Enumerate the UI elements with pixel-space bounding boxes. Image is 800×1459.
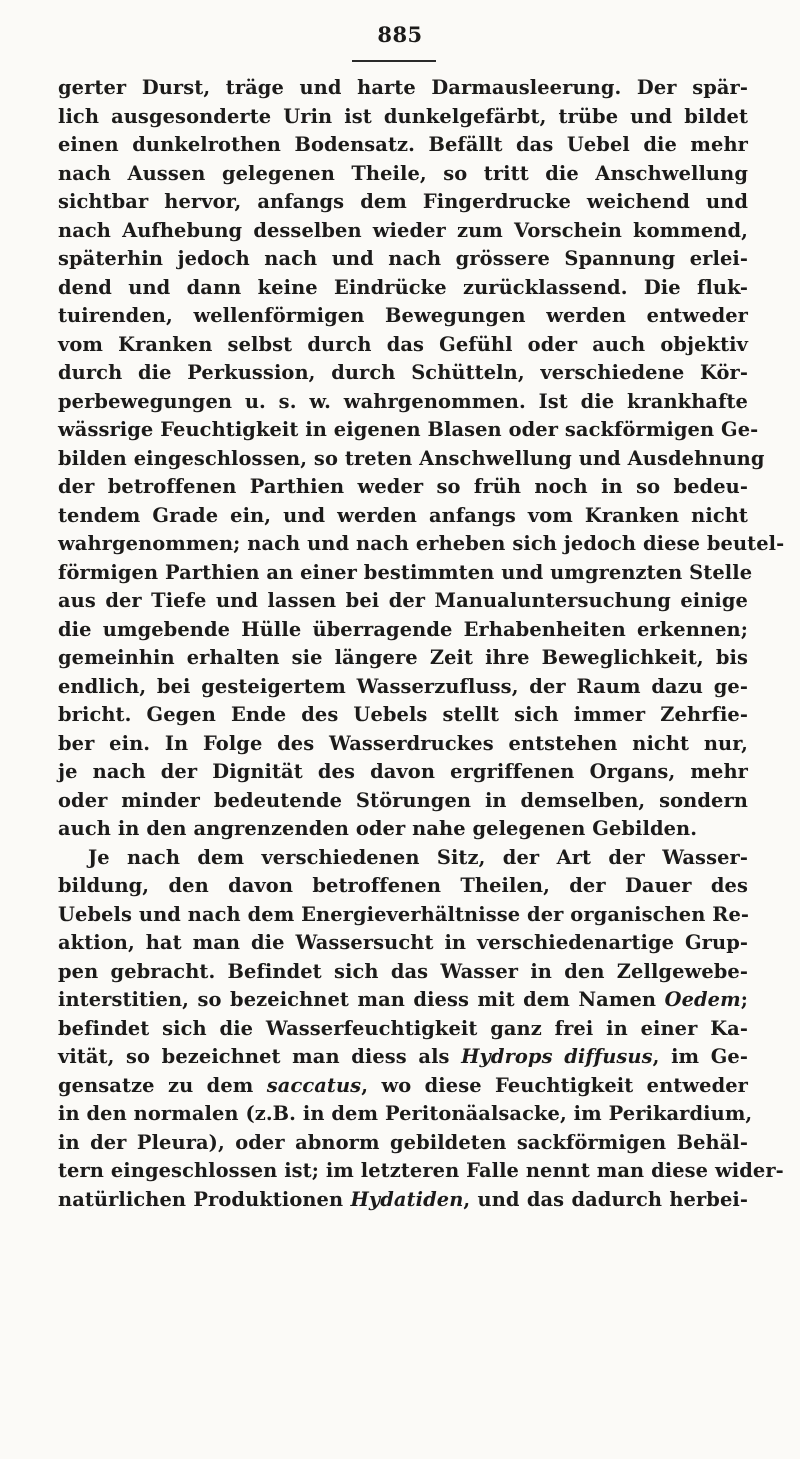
line-text: tendem Grade ein, und werden anfangs vom Kranken nicht	[58, 503, 748, 527]
line-text: förmigen Parthien an einer bestimmten und umgrenzten Stelle	[58, 560, 753, 584]
line-text: wahrgenommen; nach und nach erheben sich jedoch diese beutel-	[58, 532, 785, 555]
text-line	[58, 388, 748, 417]
line-text: ;	[740, 988, 748, 1011]
text-line	[58, 188, 748, 217]
page-number: 885	[377, 22, 423, 47]
line-text: sichtbar hervor, anfangs dem Fingerdrucke weichend und	[58, 190, 748, 213]
line-text: Uebels und nach dem Energieverhältnisse der organischen Re-	[58, 902, 750, 926]
line-text: vität, so bezeichnet man diess als	[58, 1045, 462, 1068]
text-line	[58, 1043, 748, 1072]
line-text: , und das dadurch herbei-	[463, 1187, 748, 1211]
line-text: endlich, bei gesteigertem Wasserzufluss, der Raum dazu ge-	[58, 674, 748, 698]
text-line	[58, 331, 748, 360]
text-line	[58, 1072, 748, 1101]
line-text: tern eingeschlossen ist; im letzteren Falle nennt man diese wider-	[58, 1159, 784, 1182]
line-text: perbewegungen u. s. w. wahrgenommen. Ist die krankhafte	[58, 389, 748, 413]
line-text: oder minder bedeutende Störungen in demselben, sondern	[58, 788, 748, 812]
body-text	[58, 74, 785, 1214]
line-text: tuirenden, wellenförmigen Bewegungen werden entweder	[58, 304, 748, 327]
latin-term: saccatus	[266, 1073, 362, 1097]
text-line	[58, 787, 748, 816]
text-line	[58, 1186, 748, 1215]
text-line	[58, 559, 753, 588]
text-line	[58, 901, 748, 930]
latin-term: Hydatiden	[350, 1187, 464, 1211]
line-text: in den normalen (z.B. in dem Peritonäalsacke, im Perikardium,	[58, 1102, 753, 1125]
line-text: interstitien, so bezeichnet man diess mit dem Namen	[58, 988, 665, 1011]
line-text: pen gebracht. Befindet sich das Wasser in den Zellgewebe-	[58, 959, 748, 983]
line-text: auch in den angrenzenden oder nahe gelegenen Gebilden.	[58, 817, 698, 840]
text-line	[58, 986, 748, 1015]
line-text: gemeinhin erhalten sie längere Zeit ihre Beweglichkeit, bis	[58, 646, 748, 669]
text-line	[58, 245, 748, 274]
line-text: bilden eingeschlossen, so treten Anschwellung und Ausdehnung	[58, 446, 765, 470]
text-line	[58, 1129, 748, 1158]
text-line	[58, 302, 748, 331]
line-text: gerter Durst, träge und harte Darmausleerung. Der spär-	[58, 76, 748, 99]
text-line	[58, 502, 748, 531]
text-line	[58, 530, 785, 559]
text-line	[58, 416, 759, 445]
text-line	[58, 844, 748, 873]
text-line	[58, 131, 748, 160]
line-text: späterhin jedoch nach und nach grössere Spannung erlei-	[58, 247, 748, 270]
line-text: nach Aufhebung desselben wieder zum Vorschein kommend,	[58, 218, 748, 242]
header-rule	[352, 60, 436, 62]
latin-term: Hydrops diffusus	[461, 1045, 653, 1068]
line-text: vom Kranken selbst durch das Gefühl oder auch objektiv	[58, 332, 748, 356]
line-text: , wo diese Feuchtigkeit entweder	[361, 1073, 748, 1097]
line-text: wässrige Feuchtigkeit in eigenen Blasen oder sackförmigen Ge-	[58, 418, 759, 441]
text-line	[58, 958, 748, 987]
text-line	[58, 701, 748, 730]
text-line	[58, 730, 748, 759]
line-text: durch die Perkussion, durch Schütteln, verschiedene Kör-	[58, 361, 748, 384]
text-line	[58, 1015, 748, 1044]
text-line	[58, 644, 748, 673]
text-line	[58, 274, 748, 303]
line-text: dend und dann keine Eindrücke zurücklassend. Die fluk-	[58, 275, 748, 299]
line-text: lich ausgesonderte Urin ist dunkelgefärbt, trübe und bildet	[58, 104, 748, 128]
line-text: der betroffenen Parthien weder so früh noch in so bedeu-	[58, 475, 748, 498]
text-line	[58, 473, 748, 502]
text-line	[58, 445, 765, 474]
latin-term: Oedem	[664, 988, 741, 1011]
line-text: bildung, den davon betroffenen Theilen, der Dauer des	[58, 874, 748, 897]
text-line	[58, 160, 748, 189]
text-line	[58, 103, 748, 132]
line-text: nach Aussen gelegenen Theile, so tritt die Anschwellung	[58, 161, 748, 185]
line-text: einen dunkelrothen Bodensatz. Befällt das Uebel die mehr	[58, 133, 748, 156]
line-text: aus der Tiefe und lassen bei der Manualuntersuchung einige	[58, 589, 748, 612]
line-text: die umgebende Hülle überragende Erhabenheiten erkennen;	[58, 617, 748, 641]
text-line	[58, 217, 748, 246]
line-text: je nach der Dignität des davon ergriffenen Organs, mehr	[58, 760, 748, 783]
text-line	[58, 359, 748, 388]
text-line	[58, 1157, 784, 1186]
text-line	[58, 758, 748, 787]
text-line	[58, 872, 748, 901]
line-text: gensatze zu dem	[58, 1073, 267, 1097]
text-line	[58, 815, 748, 844]
text-line	[58, 673, 748, 702]
line-text: Je nach dem verschiedenen Sitz, der Art der Wasser-	[88, 845, 748, 869]
text-line	[58, 587, 748, 616]
text-line	[58, 1100, 753, 1129]
text-line	[58, 74, 748, 103]
text-line	[58, 929, 748, 958]
text-line	[58, 616, 748, 645]
line-text: natürlichen Produktionen	[58, 1187, 351, 1211]
line-text: , im Ge-	[652, 1045, 748, 1068]
line-text: aktion, hat man die Wassersucht in verschiedenartige Grup-	[58, 931, 748, 954]
line-text: befindet sich die Wasserfeuchtigkeit ganz frei in einer Ka-	[58, 1016, 748, 1040]
line-text: in der Pleura), oder abnorm gebildeten sackförmigen Behäl-	[58, 1130, 748, 1154]
line-text: bricht. Gegen Ende des Uebels stellt sich immer Zehrfie-	[58, 703, 748, 726]
line-text: ber ein. In Folge des Wasserdruckes entstehen nicht nur,	[58, 731, 748, 755]
